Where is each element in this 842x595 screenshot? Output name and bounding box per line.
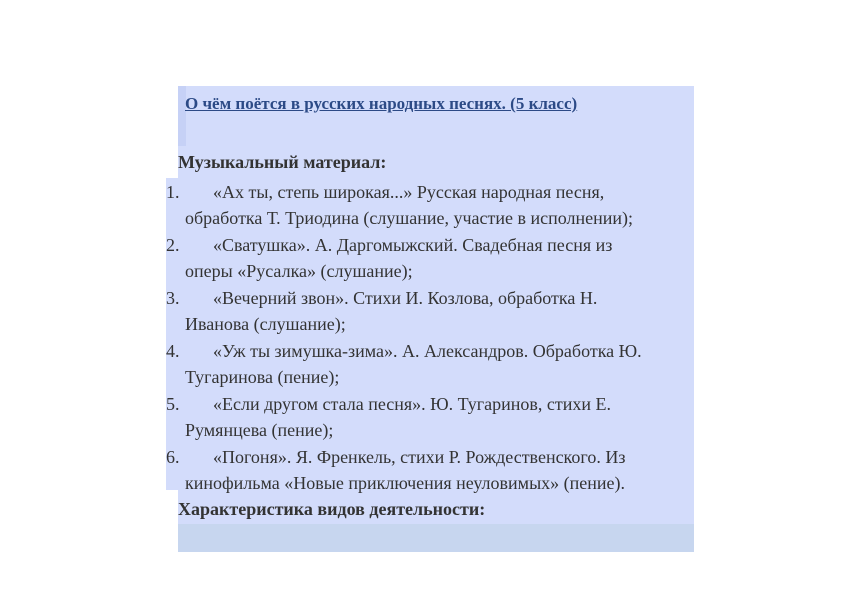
activities-heading: Характеристика видов деятельности: xyxy=(178,499,486,519)
item-number: 4. xyxy=(166,341,180,361)
item-text-line1: «Сватушка». А. Даргомыжский. Свадебная песня из xyxy=(213,235,613,255)
item-number: 5. xyxy=(166,394,180,414)
item-text-line1: «Погоня». Я. Френкель, стихи Р. Рождественского. Из xyxy=(213,447,626,467)
page-title: О чём поётся в русских народных песнях. (5 класс) xyxy=(185,94,578,113)
item-text-line1: «Если другом стала песня». Ю. Тугаринов, стихи Е. xyxy=(213,394,612,414)
item-text-line1: «Вечерний звон». Стихи И. Козлова, обработка Н. xyxy=(213,288,598,308)
item-text-line2: обработка Т. Триодина (слушание, участие в исполнении); xyxy=(185,208,634,228)
item-number: 3. xyxy=(166,288,180,308)
item-text-line2: Тугаринова (пение); xyxy=(185,367,340,387)
item-text-line2: кинофильма «Новые приключения неуловимых» (пение). xyxy=(185,473,626,493)
item-text-line1: «Ах ты, степь широкая...» Русская народная песня, xyxy=(213,182,605,202)
music-material-heading: Музыкальный материал: xyxy=(178,152,387,172)
bottom-band xyxy=(178,524,694,552)
item-text-line1: «Уж ты зимушка-зима». А. Александров. Обработка Ю. xyxy=(213,341,642,361)
item-number: 2. xyxy=(166,235,180,255)
item-number: 1. xyxy=(166,182,180,202)
item-text-line2: Иванова (слушание); xyxy=(185,314,346,334)
item-text-line2: Румянцева (пение); xyxy=(185,420,334,440)
item-number: 6. xyxy=(166,447,180,467)
item-text-line2: оперы «Русалка» (слушание); xyxy=(185,261,413,281)
